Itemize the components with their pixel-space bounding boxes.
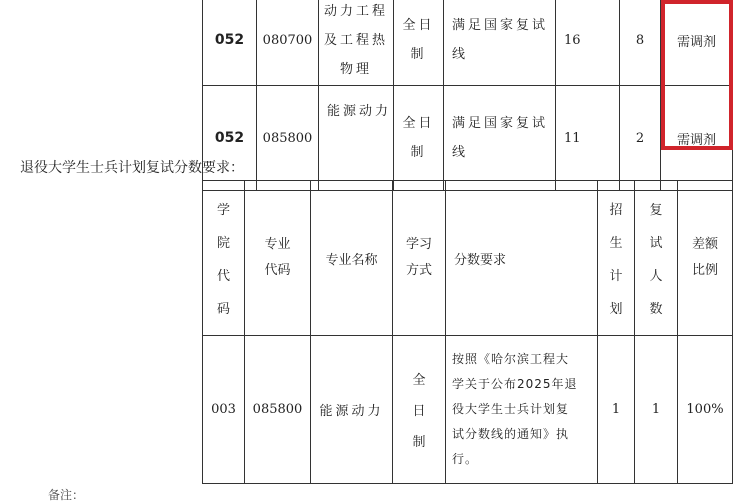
header-study-mode: 学习 方式 xyxy=(393,181,446,336)
table-row xyxy=(203,86,733,191)
ratio-cell: 100% xyxy=(678,336,733,484)
score-requirement-cell: 满足国家复试 线 xyxy=(444,0,556,86)
plan-cell: 1 xyxy=(598,336,635,484)
header-retest-count: 复 试 人 数 xyxy=(635,181,678,336)
count-cell: 1 xyxy=(635,336,678,484)
bottom-table xyxy=(202,180,733,484)
table-row xyxy=(203,0,733,86)
major-name-cell: 动力工程 及工程热 物理 xyxy=(319,0,394,86)
table-row xyxy=(203,336,733,484)
major-code-cell: 085800 xyxy=(257,86,319,191)
header-major-name: 专业名称 xyxy=(311,181,393,336)
count-cell: 8 xyxy=(620,0,661,86)
college-code-cell: 052 xyxy=(203,0,257,86)
major-name-cell: 能源动力 xyxy=(311,336,393,484)
note-cell: 需调剂 xyxy=(661,86,733,191)
major-code-cell: 085800 xyxy=(245,336,311,484)
top-table xyxy=(202,0,733,191)
plan-cell: 11 xyxy=(556,86,620,191)
plan-cell: 16 xyxy=(556,0,620,86)
score-requirement-cell: 满足国家复试 线 xyxy=(444,86,556,191)
header-enrollment-plan: 招 生 计 划 xyxy=(598,181,635,336)
study-mode-cell: 全日 制 xyxy=(394,86,444,191)
section-caption: 退役大学生士兵计划复试分数要求： xyxy=(20,160,244,176)
count-cell: 2 xyxy=(620,86,661,191)
study-mode-cell: 全 日 制 xyxy=(393,336,446,484)
college-code-cell: 052 xyxy=(203,86,257,191)
header-college-code: 学 院 代 码 xyxy=(203,181,245,336)
highlight-box xyxy=(661,0,733,150)
college-code-cell: 003 xyxy=(203,336,245,484)
study-mode-cell: 全日 制 xyxy=(394,0,444,86)
major-name-cell: 能源动力 xyxy=(319,86,394,191)
header-major-code: 专业 代码 xyxy=(245,181,311,336)
note-cell: 需调剂 xyxy=(661,0,733,86)
major-code-cell: 080700 xyxy=(257,0,319,86)
footer-note: 备注： xyxy=(48,488,85,502)
header-score-requirement: 分数要求 xyxy=(446,181,598,336)
score-requirement-cell: 按照《哈尔滨工程大 学关于公布2025年退 役大学生士兵计划复 试分数线的通知》执 行。 xyxy=(446,336,598,484)
header-row xyxy=(203,181,733,336)
header-margin-ratio: 差额 比例 xyxy=(678,181,733,336)
